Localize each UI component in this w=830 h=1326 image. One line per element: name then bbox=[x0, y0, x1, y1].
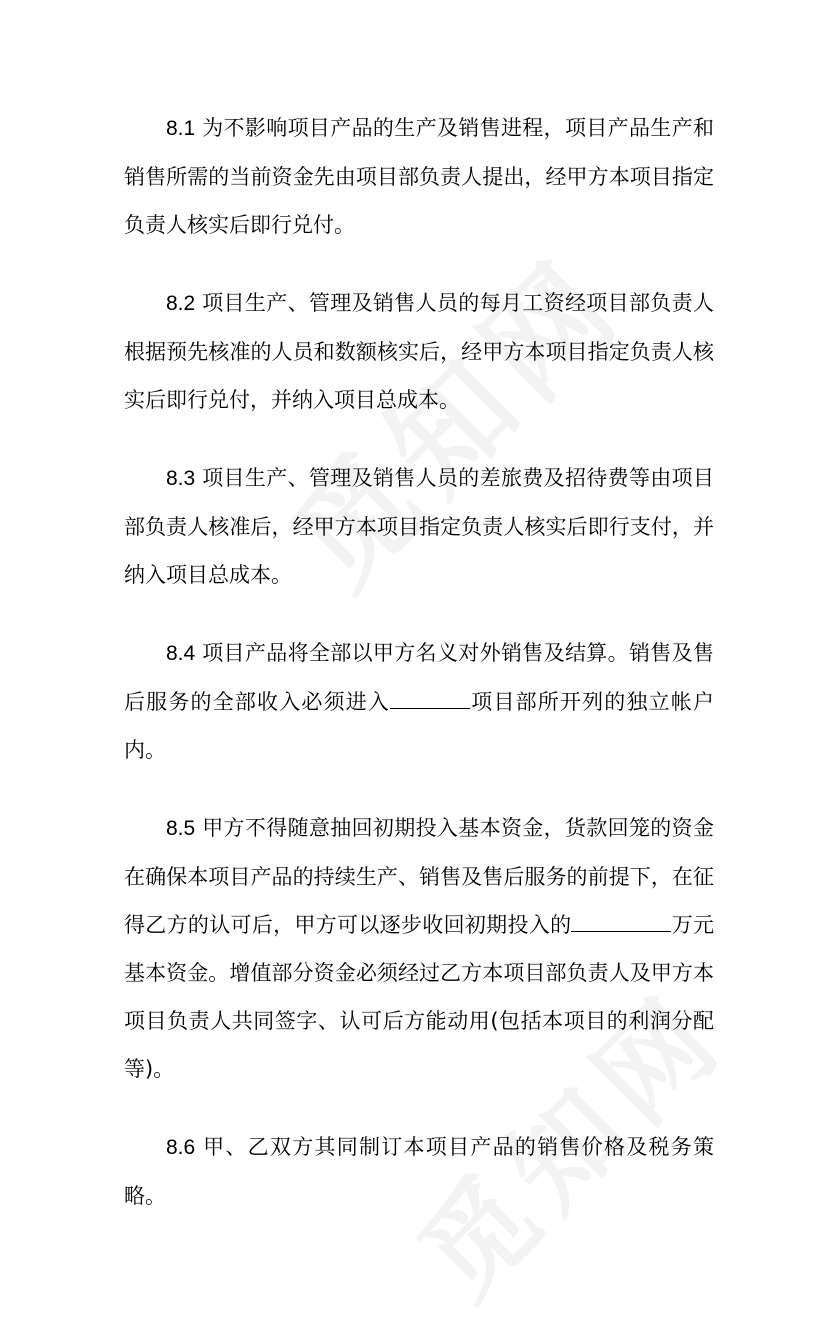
clause-8-5 bbox=[124, 804, 714, 1093]
clause-text: 项目生产、管理及销售人员的每月工资经项目部负责人根据预先核准的人员和数额核实后，经甲方本项目指定负责人核实后即行兑付，并纳入项目总成本。 bbox=[124, 291, 714, 412]
clause-text-continued: 万元基本资金。增值部分资金必须经过乙方本项目部负责人及甲方本项目负责人共同签字、认可后方能动用(包括本项目的利润分配等)。 bbox=[124, 913, 714, 1081]
clause-number: 8.2 bbox=[166, 292, 196, 315]
clause-number: 8.5 bbox=[166, 817, 196, 840]
clause-8-1 bbox=[124, 104, 714, 249]
clause-8-4 bbox=[124, 629, 714, 774]
clause-number: 8.4 bbox=[166, 642, 196, 665]
account-blank bbox=[390, 686, 470, 709]
clause-text: 为不影响项目产品的生产及销售进程，项目产品生产和销售所需的当前资金先由项目部负责人提出，经甲方本项目指定负责人核实后即行兑付。 bbox=[124, 116, 714, 237]
amount-blank bbox=[571, 909, 671, 932]
clause-text: 甲、乙双方其同制订本项目产品的销售价格及税务策略。 bbox=[124, 1135, 714, 1208]
contract-body bbox=[124, 104, 714, 1250]
clause-number: 8.1 bbox=[166, 117, 196, 140]
clause-8-3 bbox=[124, 454, 714, 599]
clause-text: 项目产品将全部以甲方名义对外销售及结算。销售及售后服务的全部收入必须进入 bbox=[124, 641, 714, 714]
clause-text-continued: 项目部所开列的独立帐户内。 bbox=[124, 690, 715, 762]
clause-text: 甲方不得随意抽回初期投入基本资金，货款回笼的资金在确保本项目产品的持续生产、销售及售后服务的前提下，在征得乙方的认可后，甲方可以逐步收回初期投入的 bbox=[124, 816, 714, 937]
clause-number: 8.6 bbox=[166, 1136, 196, 1159]
clause-8-6 bbox=[124, 1123, 714, 1220]
clause-number: 8.3 bbox=[166, 467, 196, 490]
clause-text: 项目生产、管理及销售人员的差旅费及招待费等由项目部负责人核准后，经甲方本项目指定负责人核实后即行支付，并纳入项目总成本。 bbox=[124, 466, 714, 587]
clause-8-2 bbox=[124, 279, 714, 424]
